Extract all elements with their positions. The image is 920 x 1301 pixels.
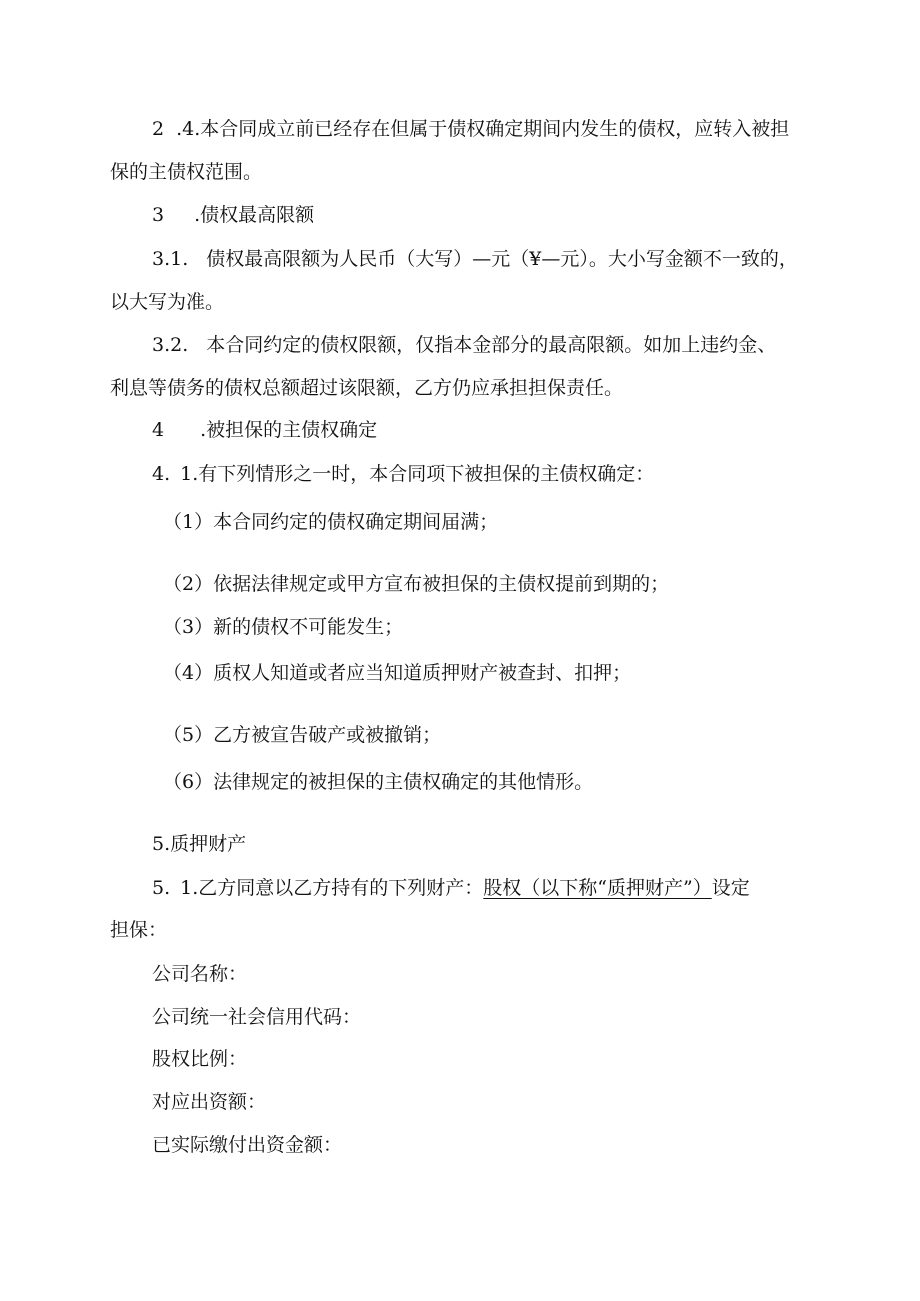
list-item: （2）依据法律规定或甲方宣布被担保的主债权提前到期的； bbox=[163, 573, 670, 595]
clause-text-tail: 设定 bbox=[711, 877, 750, 899]
clause-5-1-line1 bbox=[152, 876, 750, 900]
clause-number: 2 bbox=[152, 118, 165, 140]
list-item: （1）本合同约定的债权确定期间届满； bbox=[163, 511, 499, 533]
list-item: （3）新的债权不可能发生； bbox=[163, 616, 404, 638]
field-company-name: 公司名称： bbox=[152, 963, 248, 985]
field-equity-ratio: 股权比例： bbox=[152, 1048, 248, 1070]
section-title: .被担保的主债权确定 bbox=[200, 419, 378, 441]
clause-3-2-line2: 利息等债务的债权总额超过该限额，乙方仍应承担担保责任。 bbox=[110, 377, 624, 399]
clause-2-4-line2: 保的主债权范围。 bbox=[110, 161, 263, 183]
section-4-heading bbox=[152, 418, 377, 442]
clause-number: 3.2. bbox=[152, 334, 189, 356]
list-item: （6）法律规定的被担保的主债权确定的其他情形。 bbox=[163, 771, 594, 793]
clause-3-2-line1 bbox=[152, 333, 776, 357]
clause-number: 5. bbox=[152, 877, 171, 899]
section-5-heading: 5.质押财产 bbox=[152, 833, 247, 855]
clause-text: .4.本合同成立前已经存在但属于债权确定期间内发生的债权，应转入被担 bbox=[176, 118, 790, 140]
clause-number: 4. bbox=[152, 463, 171, 485]
field-paid-capital: 已实际缴付出资金额： bbox=[152, 1134, 343, 1156]
underlined-property-type: 股权（以下称“质押财产”） bbox=[483, 877, 712, 899]
clause-text: 1.有下列情形之一时，本合同项下被担保的主债权确定： bbox=[180, 463, 655, 485]
clause-4-1 bbox=[152, 462, 654, 486]
clause-3-1-line1 bbox=[152, 247, 798, 271]
clause-5-1-line2: 担保： bbox=[110, 919, 168, 941]
list-item: （5）乙方被宣告破产或被撤销； bbox=[163, 724, 442, 746]
clause-3-1-line2: 以大写为准。 bbox=[110, 291, 225, 313]
clause-text: 1.乙方同意以乙方持有的下列财产： bbox=[180, 877, 484, 899]
clause-text: 本合同约定的债权限额，仅指本金部分的最高限额。如加上违约金、 bbox=[206, 334, 777, 356]
clause-text: 债权最高限额为人民币（大写）—元（¥—元）。大小写金额不一致的， bbox=[206, 248, 798, 270]
section-number: 4 bbox=[152, 419, 165, 441]
clause-number: 3.1. bbox=[152, 248, 189, 270]
section-3-heading bbox=[152, 203, 314, 227]
section-title: .债权最高限额 bbox=[194, 204, 315, 226]
clause-2-4-line1 bbox=[152, 117, 789, 141]
section-number: 3 bbox=[152, 204, 165, 226]
list-item: （4）质权人知道或者应当知道质押财产被查封、扣押； bbox=[163, 662, 632, 684]
field-credit-code: 公司统一社会信用代码： bbox=[152, 1006, 362, 1028]
field-capital: 对应出资额： bbox=[152, 1091, 267, 1113]
